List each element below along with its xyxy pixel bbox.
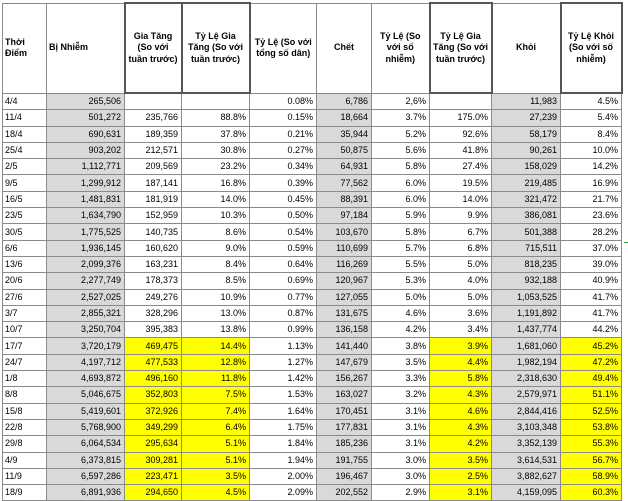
header-time[interactable]: Thời Điểm [3,3,47,93]
row-date[interactable]: 22/8 [3,419,47,435]
table-row [3,273,622,289]
table-cell[interactable]: 3.5% [372,354,430,370]
table-cell[interactable]: 5.5% [372,256,430,272]
table-cell[interactable]: 5.0% [430,289,492,305]
table-row [3,452,622,468]
header-increase[interactable]: Gia Tăng (So với tuần trước) [125,3,182,93]
table-cell[interactable]: 5.4% [561,110,622,126]
table-cell[interactable]: 56.7% [561,452,622,468]
table-cell[interactable]: 9.9% [430,208,492,224]
table-cell[interactable]: 386,081 [492,208,561,224]
table-cell[interactable]: 1,191,892 [492,305,561,321]
table-cell[interactable]: 92.6% [430,126,492,142]
header-death-increase-rate[interactable]: Tỷ Lệ Gia Tăng (So với tuần trước) [430,3,492,93]
row-date[interactable]: 20/6 [3,273,47,289]
table-cell[interactable]: 4.4% [430,354,492,370]
table-cell[interactable]: 19.5% [430,175,492,191]
table-cell[interactable]: 191,755 [317,452,372,468]
table-cell[interactable]: 219,485 [492,175,561,191]
table-cell[interactable]: 223,471 [125,468,182,484]
table-body [3,93,622,501]
table-cell[interactable]: 496,160 [125,371,182,387]
table-cell[interactable]: 27.4% [430,159,492,175]
table-cell[interactable]: 11,983 [492,93,561,110]
table-cell[interactable]: 6.7% [430,224,492,240]
table-cell[interactable]: 4.5% [182,485,250,501]
table-cell[interactable]: 6.0% [372,191,430,207]
table-cell[interactable]: 178,373 [125,273,182,289]
side-marker [624,242,628,243]
header-row [3,3,622,93]
row-date[interactable]: 27/6 [3,289,47,305]
table-cell[interactable]: 7.4% [182,403,250,419]
table-cell[interactable]: 4.2% [372,322,430,338]
table-cell[interactable]: 41.7% [561,289,622,305]
table-cell[interactable]: 4.2% [430,436,492,452]
table-row [3,485,622,501]
table-cell[interactable]: 501,272 [47,110,125,126]
header-pop-rate[interactable]: Tỷ Lệ (So với tổng số dân) [250,3,317,93]
table-cell[interactable]: 932,188 [492,273,561,289]
table-cell[interactable]: 0.59% [250,240,317,256]
table-cell[interactable]: 37.8% [182,126,250,142]
table-cell[interactable]: 185,236 [317,436,372,452]
table-cell[interactable]: 28.2% [561,224,622,240]
table-cell[interactable]: 88,391 [317,191,372,207]
table-cell[interactable]: 2,318,630 [492,371,561,387]
table-cell[interactable]: 2,855,321 [47,305,125,321]
table-cell[interactable]: 1,481,831 [47,191,125,207]
table-cell[interactable]: 44.2% [561,322,622,338]
table-cell[interactable]: 175.0% [430,110,492,126]
row-date[interactable]: 24/7 [3,354,47,370]
table-cell[interactable]: 0.50% [250,208,317,224]
row-date[interactable]: 18/4 [3,126,47,142]
table-cell[interactable]: 3.5% [182,468,250,484]
table-cell[interactable]: 3.9% [430,338,492,354]
table-cell[interactable]: 2,579,971 [492,387,561,403]
row-date[interactable]: 2/5 [3,159,47,175]
table-cell[interactable]: 4,197,712 [47,354,125,370]
table-cell[interactable]: 6,373,815 [47,452,125,468]
row-date[interactable]: 4/9 [3,452,47,468]
table-cell[interactable]: 2.09% [250,485,317,501]
table-cell[interactable]: 3,882,627 [492,468,561,484]
table-cell[interactable]: 8.5% [182,273,250,289]
table-cell[interactable]: 477,533 [125,354,182,370]
table-cell[interactable]: 120,967 [317,273,372,289]
row-date[interactable]: 8/8 [3,387,47,403]
row-date[interactable]: 17/7 [3,338,47,354]
row-date[interactable]: 30/5 [3,224,47,240]
table-cell[interactable]: 1.84% [250,436,317,452]
table-cell[interactable]: 3,250,704 [47,322,125,338]
table-cell[interactable]: 9.0% [182,240,250,256]
table-cell[interactable]: 140,735 [125,224,182,240]
table-cell[interactable]: 147,679 [317,354,372,370]
table-cell[interactable]: 0.87% [250,305,317,321]
table-cell[interactable]: 58,179 [492,126,561,142]
table-cell[interactable]: 152,959 [125,208,182,224]
row-date[interactable]: 3/7 [3,305,47,321]
table-cell[interactable]: 3,103,348 [492,419,561,435]
table-cell[interactable]: 352,803 [125,387,182,403]
row-date[interactable]: 1/8 [3,371,47,387]
table-cell[interactable]: 53.8% [561,419,622,435]
table-cell[interactable]: 41.7% [561,305,622,321]
row-date[interactable]: 9/5 [3,175,47,191]
table-cell[interactable]: 55.3% [561,436,622,452]
table-cell[interactable]: 212,571 [125,142,182,158]
row-date[interactable]: 11/4 [3,110,47,126]
table-cell[interactable]: 196,467 [317,468,372,484]
row-date[interactable]: 4/4 [3,93,47,110]
table-cell[interactable]: 116,269 [317,256,372,272]
table-row [3,240,622,256]
row-date[interactable]: 16/5 [3,191,47,207]
table-cell[interactable]: 163,231 [125,256,182,272]
table-row [3,338,622,354]
table-cell[interactable]: 395,383 [125,322,182,338]
table-row [3,191,622,207]
table-cell[interactable]: 177,831 [317,419,372,435]
table-cell[interactable]: 6,064,534 [47,436,125,452]
table-cell[interactable]: 1,936,145 [47,240,125,256]
table-cell[interactable]: 0.99% [250,322,317,338]
table-row [3,93,622,110]
table-cell[interactable]: 1,982,194 [492,354,561,370]
table-cell[interactable]: 47.2% [561,354,622,370]
table-cell[interactable]: 4,159,095 [492,485,561,501]
table-cell[interactable]: 5.9% [372,208,430,224]
table-cell[interactable]: 12.8% [182,354,250,370]
table-cell[interactable]: 160,620 [125,240,182,256]
table-cell[interactable]: 3.5% [430,452,492,468]
table-cell[interactable]: 189,359 [125,126,182,142]
table-cell[interactable]: 3,720,179 [47,338,125,354]
table-cell[interactable] [182,93,250,110]
table-row [3,387,622,403]
table-cell[interactable]: 0.21% [250,126,317,142]
table-cell[interactable]: 5.1% [182,452,250,468]
table-cell[interactable]: 6.8% [430,240,492,256]
table-cell[interactable]: 10.3% [182,208,250,224]
table-cell[interactable]: 131,675 [317,305,372,321]
table-cell[interactable]: 295,634 [125,436,182,452]
header-recovery-rate[interactable]: Tỷ Lệ Khỏi (So với số nhiễm) [561,3,622,93]
table-cell[interactable]: 5.0% [430,256,492,272]
table-cell[interactable]: 18,664 [317,110,372,126]
table-cell[interactable]: 5.1% [182,436,250,452]
table-row [3,159,622,175]
table-cell[interactable]: 3.1% [372,403,430,419]
table-cell[interactable]: 2,527,025 [47,289,125,305]
table-cell[interactable]: 187,141 [125,175,182,191]
table-row [3,126,622,142]
table-cell[interactable]: 97,184 [317,208,372,224]
table-cell[interactable]: 8.4% [561,126,622,142]
table-cell[interactable]: 90,261 [492,142,561,158]
table-cell[interactable]: 156,267 [317,371,372,387]
table-cell[interactable]: 16.8% [182,175,250,191]
table-cell[interactable]: 21.7% [561,191,622,207]
table-cell[interactable]: 1,053,525 [492,289,561,305]
table-cell[interactable] [430,93,492,110]
table-cell[interactable]: 501,388 [492,224,561,240]
table-cell[interactable]: 1.64% [250,403,317,419]
table-cell[interactable]: 321,472 [492,191,561,207]
table-cell[interactable]: 0.54% [250,224,317,240]
table-cell[interactable]: 2.00% [250,468,317,484]
table-cell[interactable]: 5,768,900 [47,419,125,435]
table-cell[interactable]: 58.9% [561,468,622,484]
table-cell[interactable]: 52.5% [561,403,622,419]
table-cell[interactable]: 4.3% [430,419,492,435]
table-cell[interactable]: 5.8% [430,371,492,387]
table-cell[interactable]: 349,299 [125,419,182,435]
table-cell[interactable]: 903,202 [47,142,125,158]
table-cell[interactable]: 170,451 [317,403,372,419]
table-cell[interactable]: 0.08% [250,93,317,110]
table-cell[interactable]: 158,029 [492,159,561,175]
table-cell[interactable]: 4.3% [430,387,492,403]
table-cell[interactable]: 4.6% [430,403,492,419]
table-cell[interactable]: 7.5% [182,387,250,403]
table-cell[interactable]: 6,786 [317,93,372,110]
table-cell[interactable]: 10.9% [182,289,250,305]
table-cell[interactable]: 209,569 [125,159,182,175]
table-cell[interactable]: 11.8% [182,371,250,387]
table-cell[interactable]: 690,631 [47,126,125,142]
table-row [3,403,622,419]
table-cell[interactable]: 372,926 [125,403,182,419]
table-cell[interactable]: 5.2% [372,126,430,142]
table-cell[interactable]: 3.1% [372,419,430,435]
table-cell[interactable]: 818,235 [492,256,561,272]
table-cell[interactable]: 1,681,060 [492,338,561,354]
table-cell[interactable]: 8.4% [182,256,250,272]
table-cell[interactable]: 3.8% [372,338,430,354]
row-date[interactable]: 18/9 [3,485,47,501]
table-cell[interactable]: 3.4% [430,322,492,338]
table-cell[interactable]: 265,506 [47,93,125,110]
table-cell[interactable]: 0.69% [250,273,317,289]
table-cell[interactable]: 110,699 [317,240,372,256]
table-cell[interactable]: 6.0% [372,175,430,191]
table-cell[interactable]: 27,239 [492,110,561,126]
table-row [3,419,622,435]
table-row [3,208,622,224]
table-cell[interactable]: 0.34% [250,159,317,175]
table-cell[interactable]: 60.3% [561,485,622,501]
covid-stats-table [2,2,623,501]
table-cell[interactable]: 5.8% [372,159,430,175]
table-cell[interactable]: 40.9% [561,273,622,289]
table-cell[interactable]: 39.0% [561,256,622,272]
table-cell[interactable]: 2,6% [372,93,430,110]
table-cell[interactable]: 4.6% [372,305,430,321]
row-date[interactable]: 29/8 [3,436,47,452]
table-row [3,256,622,272]
table-cell[interactable]: 235,766 [125,110,182,126]
table-cell[interactable]: 141,440 [317,338,372,354]
table-cell[interactable]: 6.4% [182,419,250,435]
table-cell[interactable]: 3.0% [372,468,430,484]
table-cell[interactable]: 5.8% [372,224,430,240]
table-cell[interactable]: 64,931 [317,159,372,175]
table-cell[interactable]: 14.4% [182,338,250,354]
table-cell[interactable]: 5,046,675 [47,387,125,403]
table-cell[interactable]: 2,844,416 [492,403,561,419]
table-cell[interactable]: 5.7% [372,240,430,256]
table-cell[interactable]: 0.77% [250,289,317,305]
table-cell[interactable]: 181,919 [125,191,182,207]
table-row [3,175,622,191]
table-cell[interactable]: 23.6% [561,208,622,224]
table-cell[interactable]: 1,299,912 [47,175,125,191]
table-cell[interactable]: 136,158 [317,322,372,338]
table-row [3,142,622,158]
row-date[interactable]: 13/6 [3,256,47,272]
table-row [3,468,622,484]
table-cell[interactable]: 1,775,525 [47,224,125,240]
table-cell[interactable]: 6,597,286 [47,468,125,484]
table-cell[interactable]: 35,944 [317,126,372,142]
table-cell[interactable]: 51.1% [561,387,622,403]
header-increase-rate[interactable]: Tỷ Lệ Gia Tăng (So với tuần trước) [182,3,250,93]
table-cell[interactable]: 5.3% [372,273,430,289]
table-row [3,224,622,240]
table-cell[interactable]: 127,055 [317,289,372,305]
header-deaths[interactable]: Chết [317,3,372,93]
table-row [3,289,622,305]
table-cell[interactable]: 50,875 [317,142,372,158]
table-cell[interactable]: 3.1% [372,436,430,452]
table-cell[interactable]: 37.0% [561,240,622,256]
table-cell[interactable]: 13.0% [182,305,250,321]
table-row [3,305,622,321]
table-cell[interactable]: 103,670 [317,224,372,240]
table-cell[interactable]: 715,511 [492,240,561,256]
table-cell[interactable]: 30.8% [182,142,250,158]
row-date[interactable]: 15/8 [3,403,47,419]
table-cell[interactable]: 0.64% [250,256,317,272]
table-cell[interactable]: 3.1% [430,485,492,501]
table-row [3,436,622,452]
row-date[interactable]: 23/5 [3,208,47,224]
table-cell[interactable]: 328,296 [125,305,182,321]
table-cell[interactable]: 23.2% [182,159,250,175]
table-cell[interactable]: 5.6% [372,142,430,158]
table-cell[interactable]: 294,650 [125,485,182,501]
table-cell[interactable]: 3.2% [372,387,430,403]
row-date[interactable]: 25/4 [3,142,47,158]
table-cell[interactable]: 41.8% [430,142,492,158]
table-cell[interactable]: 5.0% [372,289,430,305]
table-cell[interactable]: 6,891,936 [47,485,125,501]
table-cell[interactable]: 77,562 [317,175,372,191]
table-cell[interactable]: 3.0% [372,452,430,468]
table-cell[interactable]: 3,614,531 [492,452,561,468]
table-cell[interactable]: 1,437,774 [492,322,561,338]
table-cell[interactable]: 8.6% [182,224,250,240]
row-date[interactable]: 11/9 [3,468,47,484]
table-cell[interactable]: 1.53% [250,387,317,403]
table-cell[interactable]: 4.5% [561,93,622,110]
table-cell[interactable]: 88.8% [182,110,250,126]
table-cell[interactable]: 0.15% [250,110,317,126]
table-cell[interactable]: 1.75% [250,419,317,435]
table-cell[interactable]: 1.27% [250,354,317,370]
row-date[interactable]: 10/7 [3,322,47,338]
table-cell[interactable]: 2,099,376 [47,256,125,272]
table-cell[interactable]: 14.0% [182,191,250,207]
table-cell[interactable]: 4.0% [430,273,492,289]
table-cell[interactable]: 3.7% [372,110,430,126]
table-cell[interactable]: 1,634,790 [47,208,125,224]
spreadsheet [2,2,624,501]
table-row [3,322,622,338]
table-cell[interactable]: 2,277,749 [47,273,125,289]
table-cell[interactable]: 1,112,771 [47,159,125,175]
table-cell[interactable]: 45.2% [561,338,622,354]
table-cell[interactable]: 163,027 [317,387,372,403]
table-cell[interactable]: 3.6% [430,305,492,321]
table-cell[interactable]: 10.0% [561,142,622,158]
table-cell[interactable]: 3,352,139 [492,436,561,452]
table-cell[interactable]: 249,276 [125,289,182,305]
table-cell[interactable] [125,93,182,110]
row-date[interactable]: 6/6 [3,240,47,256]
table-cell[interactable]: 2.5% [430,468,492,484]
table-cell[interactable]: 1.13% [250,338,317,354]
table-cell[interactable]: 14.0% [430,191,492,207]
table-row [3,371,622,387]
header-death-rate[interactable]: Tỷ Lệ (So với số nhiễm) [372,3,430,93]
table-cell[interactable]: 0.27% [250,142,317,158]
table-cell[interactable]: 1.94% [250,452,317,468]
header-recovered[interactable]: Khỏi [492,3,561,93]
table-cell[interactable]: 13.8% [182,322,250,338]
table-cell[interactable]: 5,419,601 [47,403,125,419]
table-row [3,354,622,370]
table-cell[interactable]: 49.4% [561,371,622,387]
table-cell[interactable]: 202,552 [317,485,372,501]
table-cell[interactable]: 0.39% [250,175,317,191]
table-cell[interactable]: 309,281 [125,452,182,468]
table-cell[interactable]: 16.9% [561,175,622,191]
table-cell[interactable]: 2.9% [372,485,430,501]
header-infected[interactable]: Bị Nhiễm [47,3,125,93]
table-cell[interactable]: 0.45% [250,191,317,207]
table-cell[interactable]: 1.42% [250,371,317,387]
table-cell[interactable]: 4,693,872 [47,371,125,387]
table-row [3,110,622,126]
table-cell[interactable]: 3.3% [372,371,430,387]
table-cell[interactable]: 14.2% [561,159,622,175]
table-cell[interactable]: 469,475 [125,338,182,354]
